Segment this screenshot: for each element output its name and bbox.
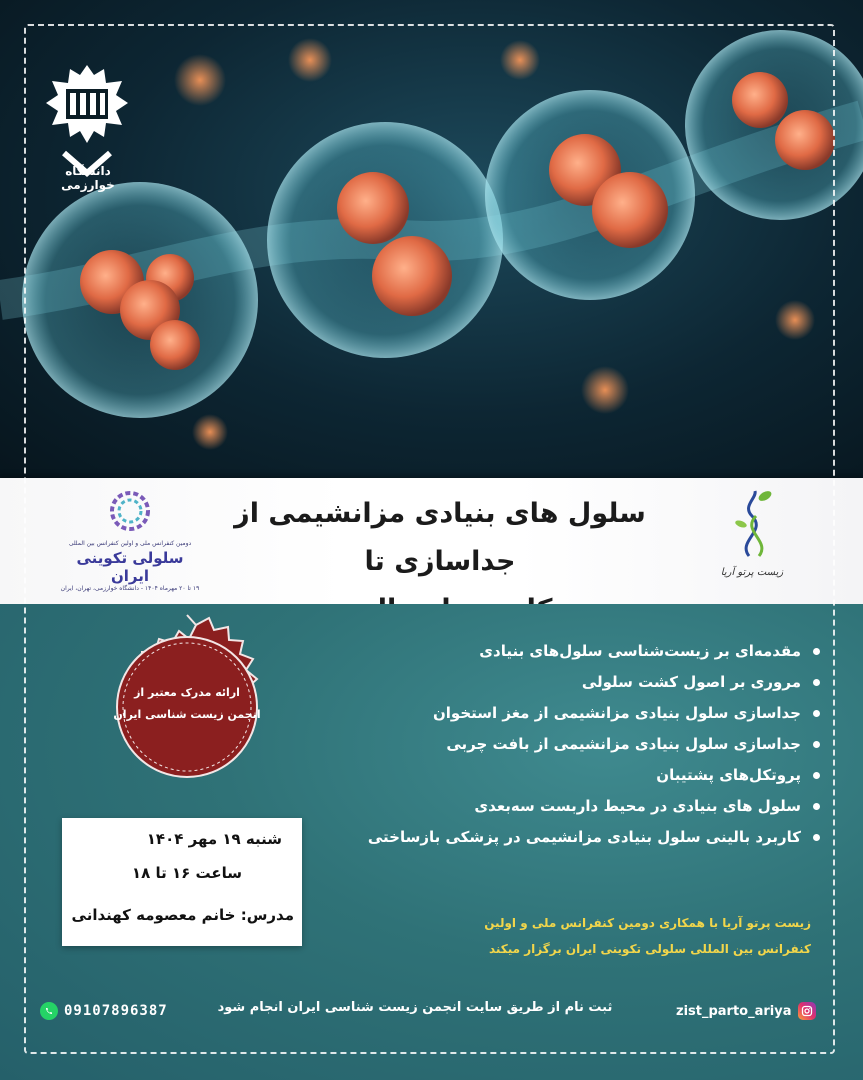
conference-name: سلولی تکوینی ایران xyxy=(76,549,184,585)
topic-text: مقدمه‌ای بر زیست‌شناسی سلول‌های بنیادی xyxy=(479,642,801,660)
list-item xyxy=(360,791,820,822)
bullet-icon xyxy=(813,834,820,841)
bullet-icon xyxy=(813,772,820,779)
session-info-box xyxy=(62,818,302,946)
university-name: دانشگاه خوارزمی xyxy=(61,164,115,192)
bullet-icon xyxy=(813,648,820,655)
list-item xyxy=(360,822,820,853)
session-date: شنبه ۱۹ مهر ۱۴۰۴ xyxy=(146,830,282,848)
dna-leaf-icon xyxy=(727,486,777,561)
conference-subtitle: دومین کنفرانس ملی و اولین کنفرانس بین المللی xyxy=(68,540,192,547)
phone-contact[interactable] xyxy=(40,998,168,1024)
collaboration-note xyxy=(341,910,811,962)
badge-line-2: انجمن زیست شناسی ایران xyxy=(113,708,261,721)
topic-text: پروتکل‌های پشتیبان xyxy=(656,766,801,784)
phone-number: 09107896387 xyxy=(64,1003,168,1019)
list-item xyxy=(360,667,820,698)
conference-logo xyxy=(55,486,205,592)
instagram-icon xyxy=(798,1002,816,1020)
instagram-handle: zist_parto_ariya xyxy=(676,1003,792,1019)
topic-text: جداسازی سلول بنیادی مزانشیمی از مغز استخوان xyxy=(432,704,801,722)
bullet-icon xyxy=(813,803,820,810)
topic-text: مروری بر اصول کشت سلولی xyxy=(581,673,801,691)
organizer-logo xyxy=(712,486,792,596)
topics-list xyxy=(360,636,820,853)
bullet-icon xyxy=(813,679,820,686)
instructor: مدرس: خانم معصومه کهندانی xyxy=(71,906,294,924)
topic-text: جداسازی سلول بنیادی مزانشیمی از بافت چربی xyxy=(446,735,801,753)
whatsapp-icon xyxy=(40,1002,58,1020)
badge-text xyxy=(112,682,262,726)
list-item xyxy=(360,729,820,760)
bullet-icon xyxy=(813,741,820,748)
session-time: ساعت ۱۶ تا ۱۸ xyxy=(131,864,242,882)
list-item xyxy=(360,636,820,667)
title-line-1: سلول های بنیادی مزانشیمی از جداسازی تا xyxy=(234,498,646,577)
badge-line-1: ارائه مدرک معتبر از xyxy=(134,686,240,699)
topic-text: کاربرد بالینی سلول بنیادی مزانشیمی در پزشکی بازساختی xyxy=(367,828,801,846)
list-item xyxy=(360,760,820,791)
organizer-name: زیست پرتو آریا xyxy=(720,567,784,578)
registration-note: ثبت نام از طریق سایت انجمن زیست شناسی ایران انجام شود xyxy=(217,1000,613,1015)
topic-text: سلول های بنیادی در محیط داربست سه‌بعدی xyxy=(474,797,801,815)
bullet-icon xyxy=(813,710,820,717)
collab-line-1: زیست پرتو آریا با همکاری دومین کنفرانس ملی و اولین xyxy=(484,916,811,930)
list-item xyxy=(360,698,820,729)
instagram-contact[interactable] xyxy=(676,998,816,1024)
conference-emblem-icon xyxy=(105,486,155,536)
collab-line-2: کنفرانس بین المللی سلولی تکوینی ایران برگزار میکند xyxy=(488,942,811,956)
conference-dates: ۱۹ تا ۲۰ مهرماه ۱۴۰۴ - دانشگاه خوارزمی، تهران، ایران xyxy=(60,585,200,592)
